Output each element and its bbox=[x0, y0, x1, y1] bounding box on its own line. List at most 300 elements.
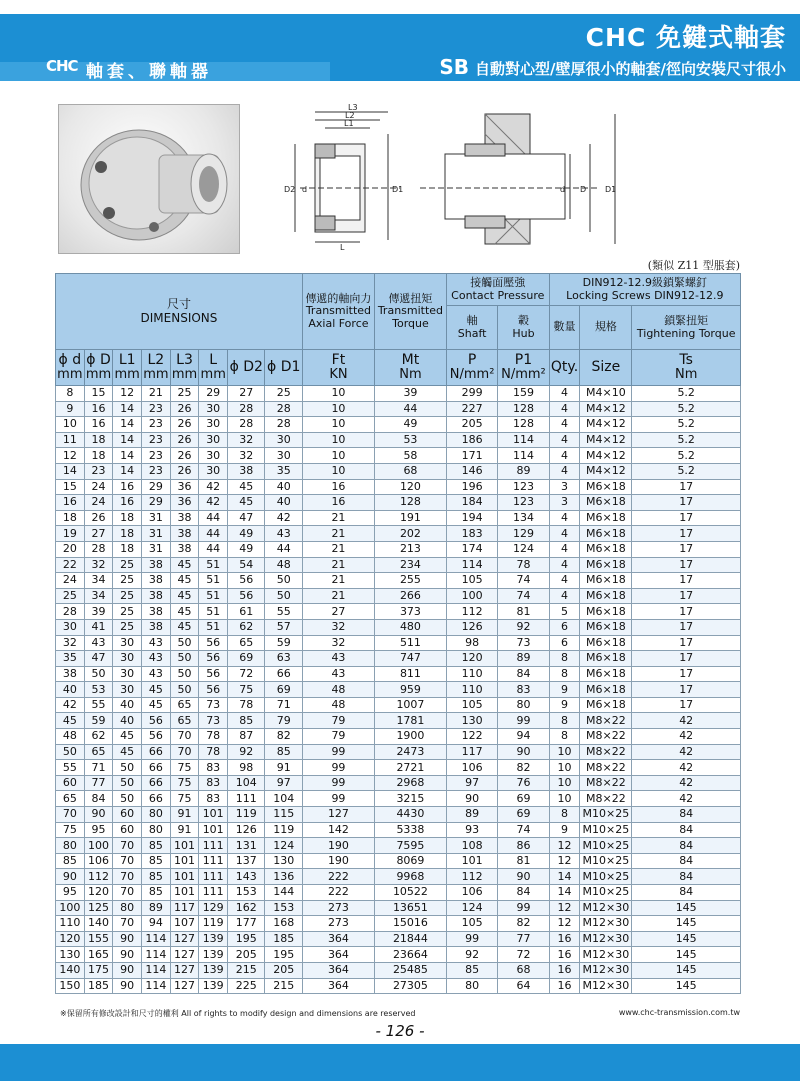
table-cell: 9 bbox=[549, 682, 580, 698]
page-number: - 126 - bbox=[375, 1022, 425, 1040]
table-cell: 44 bbox=[199, 541, 228, 557]
table-cell: 140 bbox=[56, 962, 85, 978]
table-row bbox=[56, 510, 741, 526]
table-row bbox=[56, 541, 741, 557]
table-cell: 124 bbox=[265, 838, 302, 854]
table-cell: 90 bbox=[113, 947, 142, 963]
table-cell: 56 bbox=[142, 729, 171, 745]
table-cell: 196 bbox=[446, 479, 497, 495]
table-cell: 74 bbox=[498, 822, 549, 838]
table-cell: 55 bbox=[84, 697, 113, 713]
table-cell: 17 bbox=[632, 510, 741, 526]
series-description: 自動對心型/壁厚很小的軸套/徑向安裝尺寸很小 bbox=[475, 60, 786, 78]
table-cell: 4 bbox=[549, 401, 580, 417]
table-cell: 12 bbox=[56, 448, 85, 464]
table-cell: 21 bbox=[302, 588, 374, 604]
table-cell: 55 bbox=[265, 604, 302, 620]
table-cell: 205 bbox=[265, 962, 302, 978]
table-cell: 194 bbox=[446, 510, 497, 526]
table-cell: 213 bbox=[374, 541, 446, 557]
table-cell: 75 bbox=[56, 822, 85, 838]
table-cell: 43 bbox=[302, 651, 374, 667]
table-cell: 205 bbox=[446, 417, 497, 433]
table-cell: 23 bbox=[142, 432, 171, 448]
table-cell: M10×25 bbox=[580, 838, 632, 854]
table-cell: 75 bbox=[170, 775, 199, 791]
table-cell: 25 bbox=[56, 588, 85, 604]
table-cell: 38 bbox=[170, 541, 199, 557]
table-cell: 185 bbox=[265, 931, 302, 947]
table-cell: 63 bbox=[265, 651, 302, 667]
table-cell: 50 bbox=[170, 651, 199, 667]
table-cell: 50 bbox=[84, 666, 113, 682]
table-cell: 56 bbox=[199, 682, 228, 698]
table-cell: 10 bbox=[549, 791, 580, 807]
table-cell: 53 bbox=[84, 682, 113, 698]
table-cell: 45 bbox=[56, 713, 85, 729]
table-cell: 4 bbox=[549, 463, 580, 479]
table-cell: 130 bbox=[446, 713, 497, 729]
table-cell: 45 bbox=[113, 729, 142, 745]
table-cell: 153 bbox=[228, 885, 265, 901]
table-cell: 14 bbox=[113, 448, 142, 464]
table-cell: 16 bbox=[302, 479, 374, 495]
table-cell: 17 bbox=[632, 697, 741, 713]
table-cell: 60 bbox=[56, 775, 85, 791]
table-cell: 16 bbox=[549, 962, 580, 978]
table-cell: 90 bbox=[498, 869, 549, 885]
table-cell: 89 bbox=[498, 463, 549, 479]
column-symbol: Size bbox=[591, 359, 621, 376]
table-cell: 40 bbox=[113, 713, 142, 729]
table-cell: 25 bbox=[113, 557, 142, 573]
table-cell: M4×12 bbox=[580, 417, 632, 433]
table-cell: 91 bbox=[170, 822, 199, 838]
table-cell: 9 bbox=[549, 697, 580, 713]
table-cell: 34 bbox=[84, 573, 113, 589]
table-cell: 14 bbox=[56, 463, 85, 479]
table-cell: 83 bbox=[498, 682, 549, 698]
table-cell: 100 bbox=[446, 588, 497, 604]
table-cell: 45 bbox=[170, 619, 199, 635]
column-header bbox=[170, 350, 199, 386]
table-cell: 29 bbox=[142, 479, 171, 495]
table-cell: 28 bbox=[265, 417, 302, 433]
table-cell: 28 bbox=[84, 541, 113, 557]
table-cell: 31 bbox=[142, 510, 171, 526]
table-cell: 195 bbox=[265, 947, 302, 963]
table-cell: 74 bbox=[498, 588, 549, 604]
table-cell: 48 bbox=[56, 729, 85, 745]
table-cell: 17 bbox=[632, 526, 741, 542]
table-cell: M6×18 bbox=[580, 510, 632, 526]
table-cell: 92 bbox=[446, 947, 497, 963]
table-cell: 123 bbox=[498, 479, 549, 495]
label-d-left: d bbox=[302, 185, 308, 194]
table-cell: 21 bbox=[302, 526, 374, 542]
table-cell: 53 bbox=[374, 432, 446, 448]
table-cell: M8×22 bbox=[580, 775, 632, 791]
table-cell: 45 bbox=[228, 479, 265, 495]
table-cell: 30 bbox=[199, 417, 228, 433]
table-cell: 106 bbox=[84, 853, 113, 869]
column-symbol: L1 bbox=[118, 351, 136, 368]
table-cell: 9 bbox=[56, 401, 85, 417]
table-cell: 119 bbox=[228, 807, 265, 823]
table-cell: 128 bbox=[498, 417, 549, 433]
table-cell: 111 bbox=[228, 791, 265, 807]
dimensions-header bbox=[56, 274, 303, 350]
table-cell: 5.2 bbox=[632, 463, 741, 479]
table-cell: 4 bbox=[549, 541, 580, 557]
table-cell: 146 bbox=[446, 463, 497, 479]
table-cell: 140 bbox=[84, 916, 113, 932]
table-cell: 177 bbox=[228, 916, 265, 932]
table-cell: 69 bbox=[498, 807, 549, 823]
table-cell: 79 bbox=[302, 729, 374, 745]
table-cell: 811 bbox=[374, 666, 446, 682]
table-cell: 29 bbox=[142, 495, 171, 511]
table-cell: 112 bbox=[446, 604, 497, 620]
table-cell: 84 bbox=[632, 853, 741, 869]
table-cell: 2473 bbox=[374, 744, 446, 760]
table-cell: 30 bbox=[56, 619, 85, 635]
table-cell: 266 bbox=[374, 588, 446, 604]
column-symbol: Qty. bbox=[550, 359, 579, 376]
table-cell: 47 bbox=[84, 651, 113, 667]
table-cell: 36 bbox=[170, 495, 199, 511]
table-cell: 114 bbox=[142, 931, 171, 947]
table-cell: 50 bbox=[56, 744, 85, 760]
table-cell: 80 bbox=[446, 978, 497, 994]
table-cell: 114 bbox=[498, 448, 549, 464]
table-cell: 78 bbox=[498, 557, 549, 573]
table-row bbox=[56, 495, 741, 511]
table-cell: 127 bbox=[302, 807, 374, 823]
table-cell: 84 bbox=[498, 885, 549, 901]
table-cell: 225 bbox=[228, 978, 265, 994]
column-header bbox=[113, 350, 142, 386]
table-cell: 78 bbox=[228, 697, 265, 713]
table-cell: 145 bbox=[632, 962, 741, 978]
table-cell: 4 bbox=[549, 417, 580, 433]
page-title: CHC 免鍵式軸套 bbox=[585, 23, 786, 52]
table-cell: 70 bbox=[56, 807, 85, 823]
table-cell: 43 bbox=[302, 666, 374, 682]
table-cell: 130 bbox=[56, 947, 85, 963]
table-cell: 41 bbox=[84, 619, 113, 635]
table-cell: M10×25 bbox=[580, 869, 632, 885]
table-cell: 48 bbox=[302, 682, 374, 698]
table-cell: 30 bbox=[199, 448, 228, 464]
torque-header-en: Transmitted Torque bbox=[377, 304, 444, 330]
label-d-right: d bbox=[560, 185, 566, 194]
table-cell: 80 bbox=[142, 822, 171, 838]
table-cell: 202 bbox=[374, 526, 446, 542]
table-cell: 45 bbox=[170, 573, 199, 589]
table-cell: 89 bbox=[446, 807, 497, 823]
table-cell: 299 bbox=[446, 386, 497, 402]
table-cell: 68 bbox=[374, 463, 446, 479]
table-cell: 139 bbox=[199, 931, 228, 947]
table-cell: 1900 bbox=[374, 729, 446, 745]
table-cell: 56 bbox=[142, 713, 171, 729]
table-cell: 64 bbox=[498, 978, 549, 994]
table-cell: 17 bbox=[632, 666, 741, 682]
table-cell: 101 bbox=[446, 853, 497, 869]
table-cell: 65 bbox=[84, 744, 113, 760]
table-cell: 145 bbox=[632, 900, 741, 916]
table-cell: 124 bbox=[498, 541, 549, 557]
table-cell: 747 bbox=[374, 651, 446, 667]
table-cell: 45 bbox=[170, 557, 199, 573]
table-cell: 12 bbox=[549, 916, 580, 932]
table-cell: 17 bbox=[632, 651, 741, 667]
table-cell: 8069 bbox=[374, 853, 446, 869]
table-cell: 15 bbox=[56, 479, 85, 495]
table-cell: 10 bbox=[302, 386, 374, 402]
table-cell: 82 bbox=[498, 916, 549, 932]
table-cell: 23 bbox=[142, 448, 171, 464]
table-cell: 111 bbox=[199, 853, 228, 869]
table-cell: 3215 bbox=[374, 791, 446, 807]
table-cell: M4×12 bbox=[580, 432, 632, 448]
table-cell: 40 bbox=[265, 495, 302, 511]
table-cell: 120 bbox=[56, 931, 85, 947]
table-cell: 44 bbox=[199, 510, 228, 526]
table-cell: M6×18 bbox=[580, 526, 632, 542]
table-cell: 25 bbox=[113, 573, 142, 589]
table-row bbox=[56, 666, 741, 682]
table-cell: 50 bbox=[113, 791, 142, 807]
table-cell: 56 bbox=[228, 588, 265, 604]
table-cell: 40 bbox=[265, 479, 302, 495]
table-cell: 38 bbox=[142, 588, 171, 604]
table-cell: 126 bbox=[228, 822, 265, 838]
column-symbol: ϕ d bbox=[58, 351, 82, 368]
table-cell: 76 bbox=[498, 775, 549, 791]
table-cell: 8 bbox=[549, 807, 580, 823]
table-cell: 16 bbox=[113, 495, 142, 511]
column-symbol: P bbox=[467, 351, 477, 368]
table-cell: 8 bbox=[549, 713, 580, 729]
table-cell: 12 bbox=[549, 853, 580, 869]
column-header bbox=[632, 350, 741, 386]
dimensions-header-zh: 尺寸 bbox=[166, 296, 191, 311]
table-cell: 80 bbox=[113, 900, 142, 916]
table-cell: 120 bbox=[84, 885, 113, 901]
table-cell: 83 bbox=[199, 791, 228, 807]
table-cell: 18 bbox=[84, 448, 113, 464]
table-cell: 85 bbox=[446, 962, 497, 978]
column-header bbox=[142, 350, 171, 386]
table-cell: M6×18 bbox=[580, 697, 632, 713]
table-cell: 70 bbox=[170, 729, 199, 745]
table-cell: 51 bbox=[199, 557, 228, 573]
table-cell: 15 bbox=[84, 386, 113, 402]
table-cell: 34 bbox=[84, 588, 113, 604]
table-cell: 90 bbox=[113, 931, 142, 947]
table-cell: 50 bbox=[265, 588, 302, 604]
table-cell: 32 bbox=[84, 557, 113, 573]
table-cell: 11 bbox=[56, 432, 85, 448]
table-cell: 90 bbox=[446, 791, 497, 807]
table-cell: 59 bbox=[265, 635, 302, 651]
hub-header-zh: 轂 bbox=[517, 313, 529, 327]
table-cell: 114 bbox=[142, 962, 171, 978]
table-cell: 6 bbox=[549, 635, 580, 651]
table-cell: 71 bbox=[265, 697, 302, 713]
table-cell: 127 bbox=[170, 947, 199, 963]
table-cell: 2968 bbox=[374, 775, 446, 791]
table-cell: 17 bbox=[632, 619, 741, 635]
table-cell: 10 bbox=[302, 417, 374, 433]
axial-force-header-zh: 傳遞的軸向力 bbox=[305, 291, 372, 305]
product-photo bbox=[58, 104, 240, 254]
table-cell: 26 bbox=[170, 432, 199, 448]
table-cell: 48 bbox=[302, 697, 374, 713]
table-cell: 10 bbox=[302, 401, 374, 417]
website-link[interactable]: www.chc-transmission.com.tw bbox=[618, 1008, 740, 1017]
table-cell: 190 bbox=[302, 838, 374, 854]
table-cell: 364 bbox=[302, 947, 374, 963]
table-cell: M6×18 bbox=[580, 635, 632, 651]
table-cell: 10 bbox=[302, 432, 374, 448]
table-cell: 17 bbox=[632, 635, 741, 651]
table-cell: 3 bbox=[549, 495, 580, 511]
column-header bbox=[549, 350, 580, 386]
table-cell: 25 bbox=[170, 386, 199, 402]
table-cell: 42 bbox=[632, 744, 741, 760]
table-row bbox=[56, 931, 741, 947]
table-cell: 100 bbox=[84, 838, 113, 854]
table-row bbox=[56, 775, 741, 791]
table-cell: 43 bbox=[84, 635, 113, 651]
table-row bbox=[56, 635, 741, 651]
table-cell: 16 bbox=[84, 417, 113, 433]
table-cell: 81 bbox=[498, 853, 549, 869]
table-cell: 24 bbox=[56, 573, 85, 589]
table-cell: 80 bbox=[498, 697, 549, 713]
table-cell: 110 bbox=[56, 916, 85, 932]
qty-header bbox=[549, 306, 580, 350]
table-cell: 85 bbox=[265, 744, 302, 760]
table-cell: M6×18 bbox=[580, 573, 632, 589]
table-cell: 4 bbox=[549, 386, 580, 402]
table-cell: 32 bbox=[56, 635, 85, 651]
table-cell: 14 bbox=[113, 463, 142, 479]
column-header bbox=[265, 350, 302, 386]
table-cell: M6×18 bbox=[580, 651, 632, 667]
table-cell: 85 bbox=[142, 869, 171, 885]
table-cell: 186 bbox=[446, 432, 497, 448]
column-header bbox=[84, 350, 113, 386]
table-cell: 18 bbox=[113, 541, 142, 557]
table-cell: 134 bbox=[498, 510, 549, 526]
size-header-zh: 規格 bbox=[594, 320, 617, 334]
table-cell: 15016 bbox=[374, 916, 446, 932]
table-cell: 91 bbox=[170, 807, 199, 823]
table-row bbox=[56, 651, 741, 667]
column-symbol: Ft bbox=[331, 351, 346, 368]
locking-screws-header-zh: DIN912-12.9級鎖緊螺釘 bbox=[582, 275, 708, 289]
table-cell: 23 bbox=[84, 463, 113, 479]
table-cell: 10 bbox=[549, 744, 580, 760]
tightening-torque-header bbox=[632, 306, 741, 350]
table-cell: 51 bbox=[199, 604, 228, 620]
table-cell: 139 bbox=[199, 962, 228, 978]
table-cell: M4×12 bbox=[580, 463, 632, 479]
table-cell: 44 bbox=[374, 401, 446, 417]
table-cell: 17 bbox=[632, 682, 741, 698]
table-cell: 60 bbox=[113, 807, 142, 823]
table-cell: 105 bbox=[446, 573, 497, 589]
table-cell: 2721 bbox=[374, 760, 446, 776]
table-cell: 128 bbox=[498, 401, 549, 417]
table-cell: 17 bbox=[632, 541, 741, 557]
table-cell: 50 bbox=[265, 573, 302, 589]
table-cell: 42 bbox=[632, 729, 741, 745]
table-cell: 77 bbox=[498, 931, 549, 947]
technical-drawing bbox=[270, 104, 770, 254]
table-row bbox=[56, 463, 741, 479]
table-cell: 32 bbox=[228, 432, 265, 448]
table-cell: 8 bbox=[549, 666, 580, 682]
hub-header bbox=[498, 306, 549, 350]
table-cell: 129 bbox=[498, 526, 549, 542]
column-unit: mm bbox=[57, 367, 83, 383]
table-cell: 153 bbox=[265, 900, 302, 916]
table-cell: 10 bbox=[549, 775, 580, 791]
table-cell: 30 bbox=[199, 432, 228, 448]
axial-force-header-en: Transmitted Axial Force bbox=[305, 304, 372, 330]
column-header bbox=[199, 350, 228, 386]
table-cell: 84 bbox=[84, 791, 113, 807]
table-row bbox=[56, 604, 741, 620]
table-cell: 27 bbox=[84, 526, 113, 542]
table-cell: 145 bbox=[632, 947, 741, 963]
table-cell: 70 bbox=[113, 916, 142, 932]
table-cell: 80 bbox=[142, 807, 171, 823]
table-row bbox=[56, 916, 741, 932]
table-row bbox=[56, 557, 741, 573]
table-cell: M12×30 bbox=[580, 978, 632, 994]
table-cell: 5.2 bbox=[632, 401, 741, 417]
table-cell: 65 bbox=[170, 697, 199, 713]
torque-header bbox=[374, 274, 446, 350]
table-cell: 120 bbox=[446, 651, 497, 667]
column-unit: N/mm² bbox=[449, 367, 495, 383]
table-row bbox=[56, 822, 741, 838]
table-cell: 17 bbox=[632, 573, 741, 589]
table-cell: M12×30 bbox=[580, 962, 632, 978]
table-cell: 47 bbox=[228, 510, 265, 526]
table-cell: 38 bbox=[142, 573, 171, 589]
table-cell: 273 bbox=[302, 900, 374, 916]
table-cell: M6×18 bbox=[580, 604, 632, 620]
column-unit: mm bbox=[85, 367, 112, 383]
rights-notice: ※保留所有修改設計和尺寸的權利 All of rights to modify design and dimensions are reserved bbox=[60, 1009, 416, 1018]
table-cell: M4×12 bbox=[580, 401, 632, 417]
label-l: L bbox=[340, 243, 345, 252]
table-cell: 127 bbox=[170, 931, 199, 947]
table-cell: 16 bbox=[56, 495, 85, 511]
table-cell: 145 bbox=[632, 916, 741, 932]
table-cell: 45 bbox=[113, 744, 142, 760]
table-cell: 75 bbox=[170, 791, 199, 807]
table-cell: 104 bbox=[265, 791, 302, 807]
label-big-d: D bbox=[580, 185, 587, 194]
